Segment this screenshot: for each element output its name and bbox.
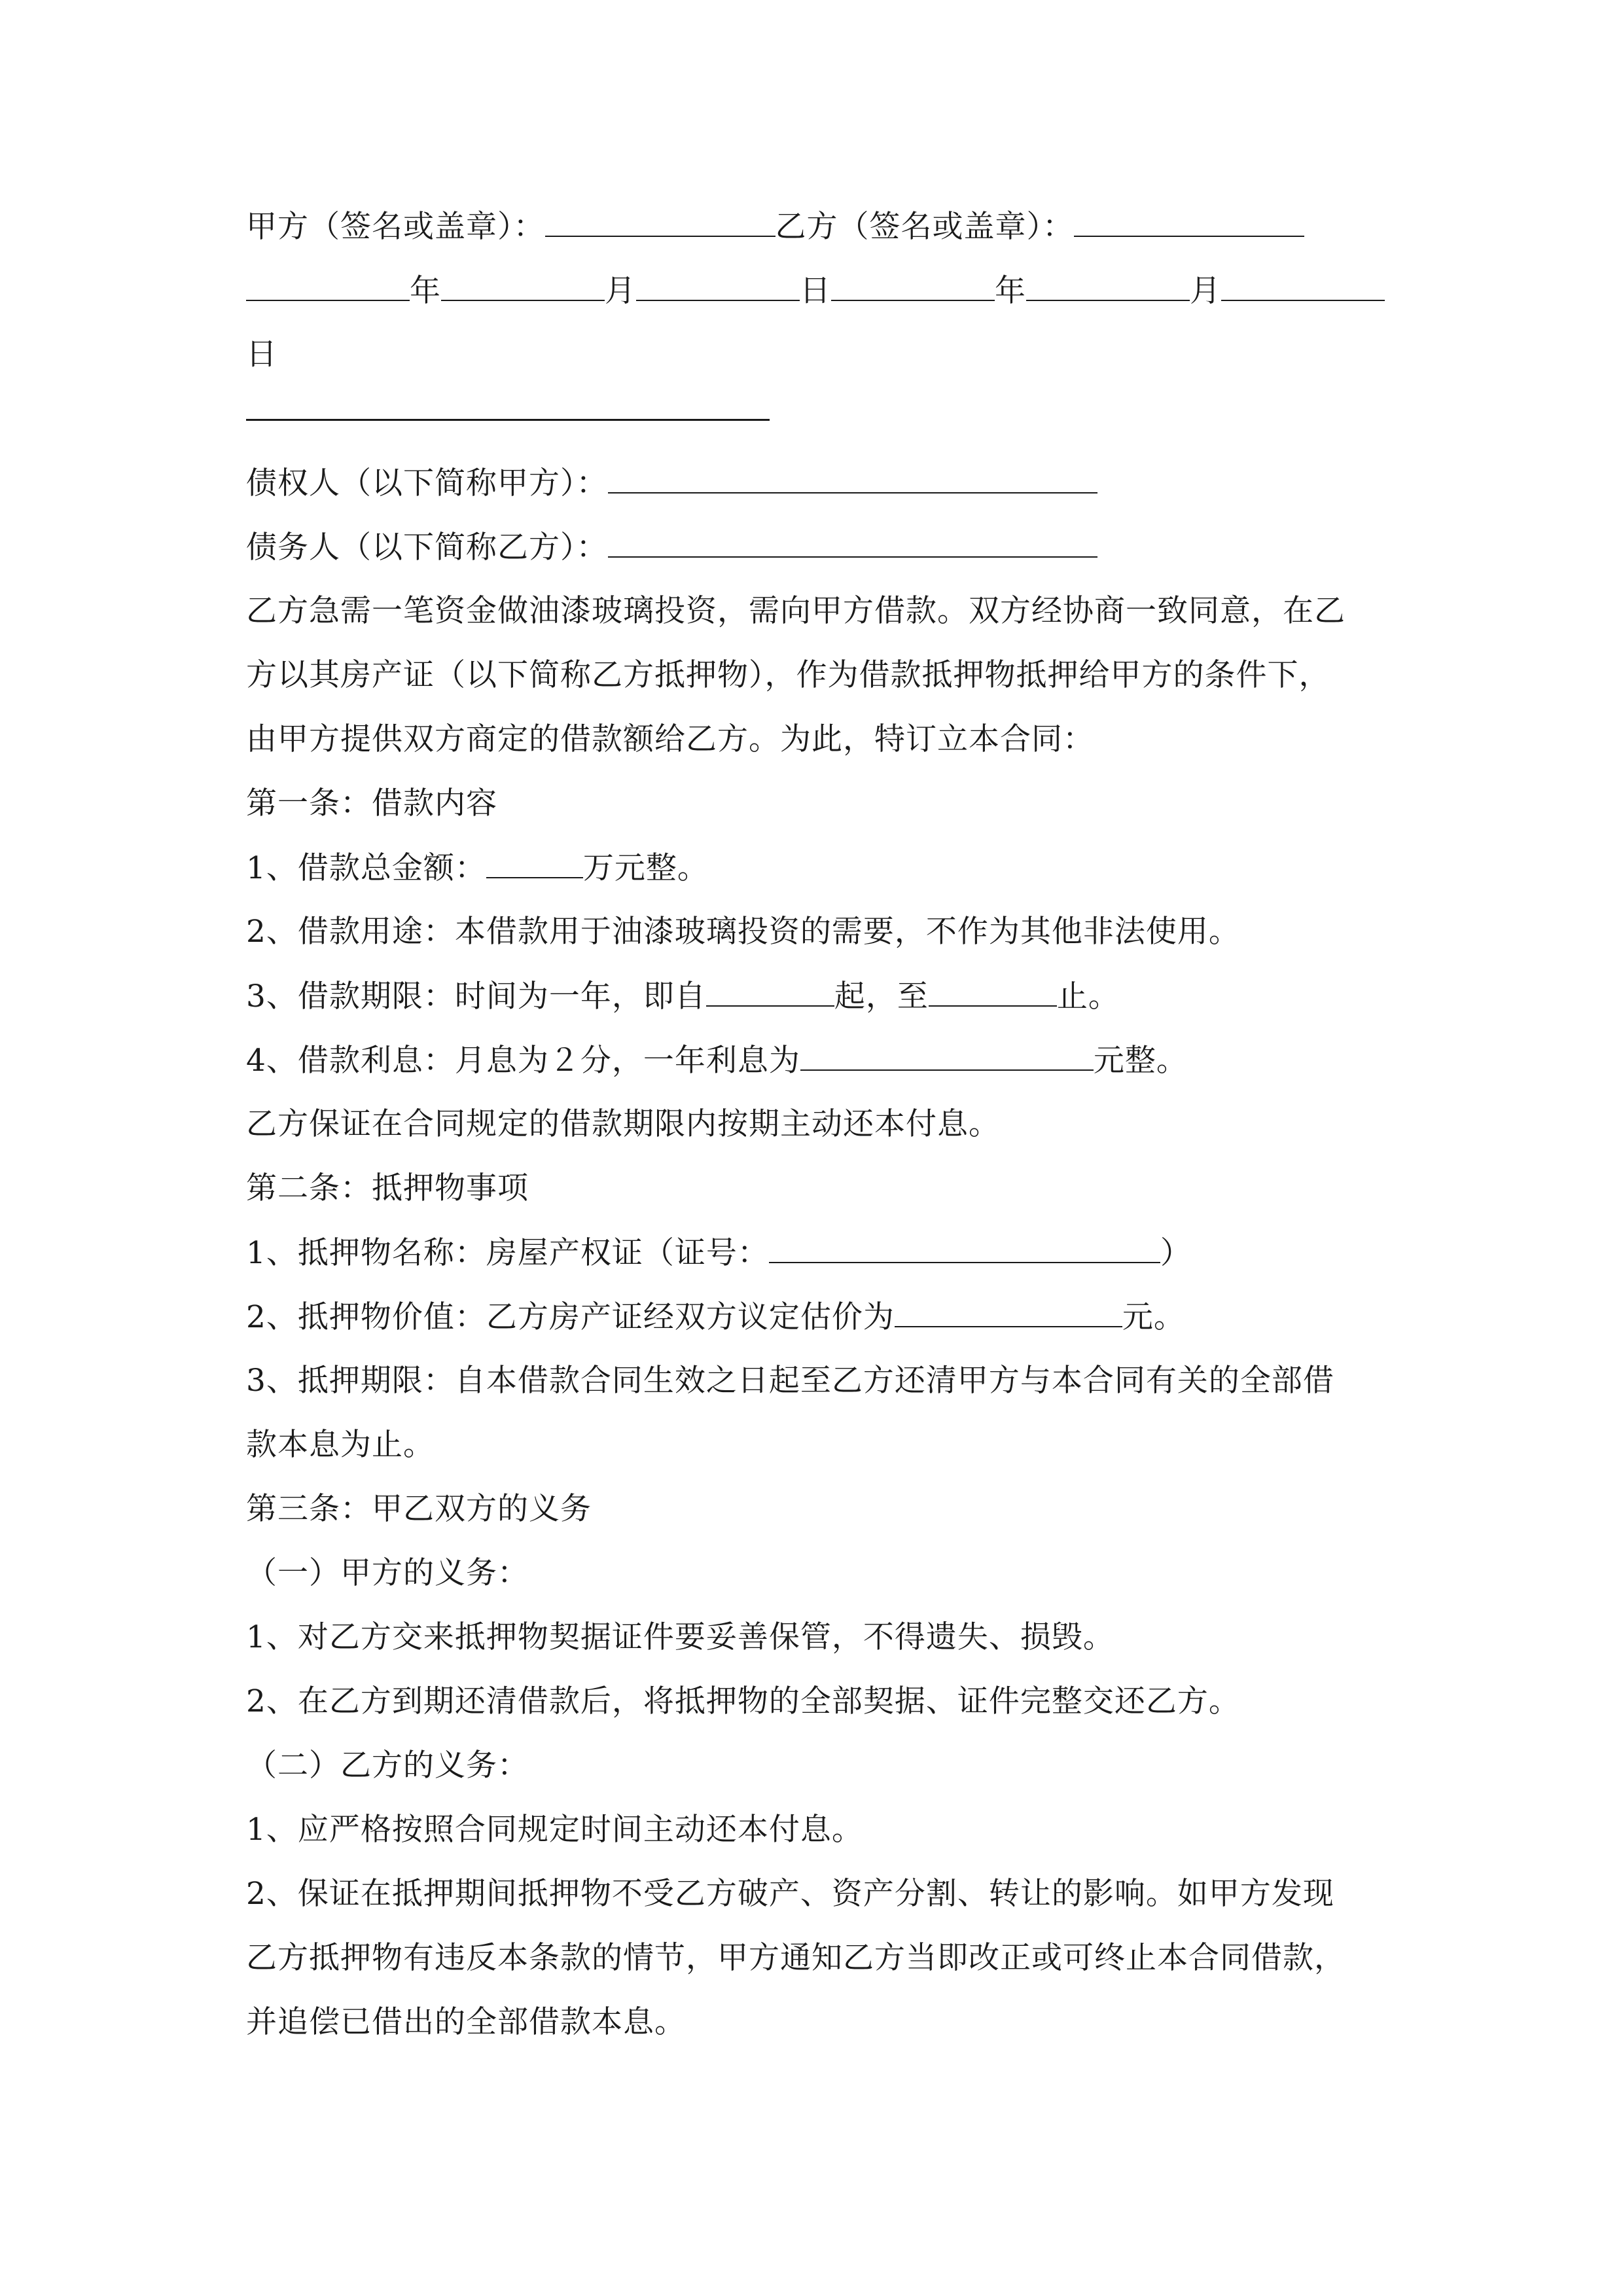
creditor-blank	[608, 463, 1097, 493]
separator-line	[246, 419, 770, 421]
collateral-value-label: 2、抵押物价值：乙方房产证经双方议定估价为	[246, 1299, 895, 1335]
loan-term-end: 止。	[1056, 978, 1120, 1014]
article2-item1	[246, 1233, 1192, 1273]
date-b-day-blank	[1221, 271, 1385, 301]
party-b-duty-2-line2: 乙方抵押物有违反本条款的情节，甲方通知乙方当即改正或可终止本合同借款，	[246, 1940, 1346, 1976]
loan-amount-label: 1、借款总金额：	[246, 850, 486, 886]
article1-item4	[246, 1041, 1188, 1081]
party-b-signature-label: 乙方（签名或盖章）：	[775, 209, 1074, 245]
party-a-duty-2: 2、在乙方到期还清借款后，将抵押物的全部契据、证件完整交还乙方。	[246, 1683, 1240, 1719]
interest-blank	[800, 1041, 1094, 1071]
debtor-label: 债务人（以下简称乙方）：	[246, 529, 608, 565]
article2-title: 第二条：抵押物事项	[246, 1170, 529, 1206]
date-a-day-label: 日	[800, 273, 831, 309]
loan-term-mid: 起，至	[834, 978, 929, 1014]
date-a-year-blank	[246, 271, 410, 301]
collateral-value-blank	[895, 1297, 1122, 1327]
loan-amount-blank	[486, 848, 583, 878]
preamble-line-1: 乙方急需一笔资金做油漆玻璃投资，需向甲方借款。双方经协商一致同意，在乙	[246, 593, 1346, 629]
article1-title: 第一条：借款内容	[246, 785, 497, 821]
date-row	[246, 271, 1385, 311]
collateral-name-label: 1、抵押物名称：房屋产权证（证号：	[246, 1235, 769, 1271]
interest-unit: 元整。	[1093, 1043, 1188, 1079]
collateral-value-unit: 元。	[1122, 1299, 1185, 1335]
party-b-signature-blank	[1074, 207, 1304, 237]
article2-item2	[246, 1297, 1185, 1337]
article2-item3-line1: 3、抵押期限：自本借款合同生效之日起至乙方还清甲方与本合同有关的全部借	[246, 1363, 1334, 1399]
party-a-signature-label: 甲方（签名或盖章）：	[246, 209, 545, 245]
loan-start-blank	[706, 977, 834, 1007]
debtor-blank	[608, 528, 1097, 558]
party-b-duty-2-line1: 2、保证在抵押期间抵押物不受乙方破产、资产分割、转让的影响。如甲方发现	[246, 1876, 1334, 1912]
date-b-year-blank	[831, 271, 995, 301]
loan-end-blank	[929, 977, 1057, 1007]
collateral-name-close: ）	[1160, 1235, 1192, 1271]
article1-item1	[246, 848, 709, 888]
creditor-row	[246, 463, 1097, 503]
article3-title: 第三条：甲乙双方的义务	[246, 1491, 592, 1527]
preamble-line-2: 方以其房产证（以下简称乙方抵押物），作为借款抵押物抵押给甲方的条件下，	[246, 657, 1330, 693]
date-b-month-blank	[1026, 271, 1190, 301]
party-b-duty-2-line3: 并追偿已借出的全部借款本息。	[246, 2004, 686, 2040]
date-b-month-label: 月	[1190, 273, 1221, 309]
article2-item3-line2: 款本息为止。	[246, 1427, 435, 1463]
date-a-day-blank	[636, 271, 800, 301]
signature-row	[246, 207, 1304, 247]
party-a-duties-title: （一）甲方的义务：	[246, 1555, 529, 1591]
article1-guarantee: 乙方保证在合同规定的借款期限内按期主动还本付息。	[246, 1106, 1000, 1142]
article1-item2: 2、借款用途：本借款用于油漆玻璃投资的需要，不作为其他非法使用。	[246, 914, 1240, 950]
article1-item3	[246, 977, 1120, 1016]
date-b-day-label: 日	[246, 336, 277, 372]
party-b-duties-title: （二）乙方的义务：	[246, 1748, 529, 1784]
party-a-duty-1: 1、对乙方交来抵押物契据证件要妥善保管，不得遗失、损毁。	[246, 1619, 1115, 1655]
date-a-year-label: 年	[410, 273, 441, 309]
debtor-row	[246, 528, 1097, 567]
interest-label: 4、借款利息：月息为２分，一年利息为	[246, 1043, 800, 1079]
preamble-line-3: 由甲方提供双方商定的借款额给乙方。为此，特订立本合同：	[246, 721, 1094, 757]
loan-term-label: 3、借款期限：时间为一年，即自	[246, 978, 706, 1014]
date-b-year-label: 年	[995, 273, 1026, 309]
party-a-signature-blank	[545, 207, 776, 237]
date-a-month-blank	[441, 271, 605, 301]
party-b-duty-1: 1、应严格按照合同规定时间主动还本付息。	[246, 1812, 863, 1848]
certificate-number-blank	[769, 1233, 1160, 1263]
creditor-label: 债权人（以下简称甲方）：	[246, 465, 608, 501]
loan-amount-unit: 万元整。	[582, 850, 709, 886]
date-a-month-label: 月	[605, 273, 636, 309]
